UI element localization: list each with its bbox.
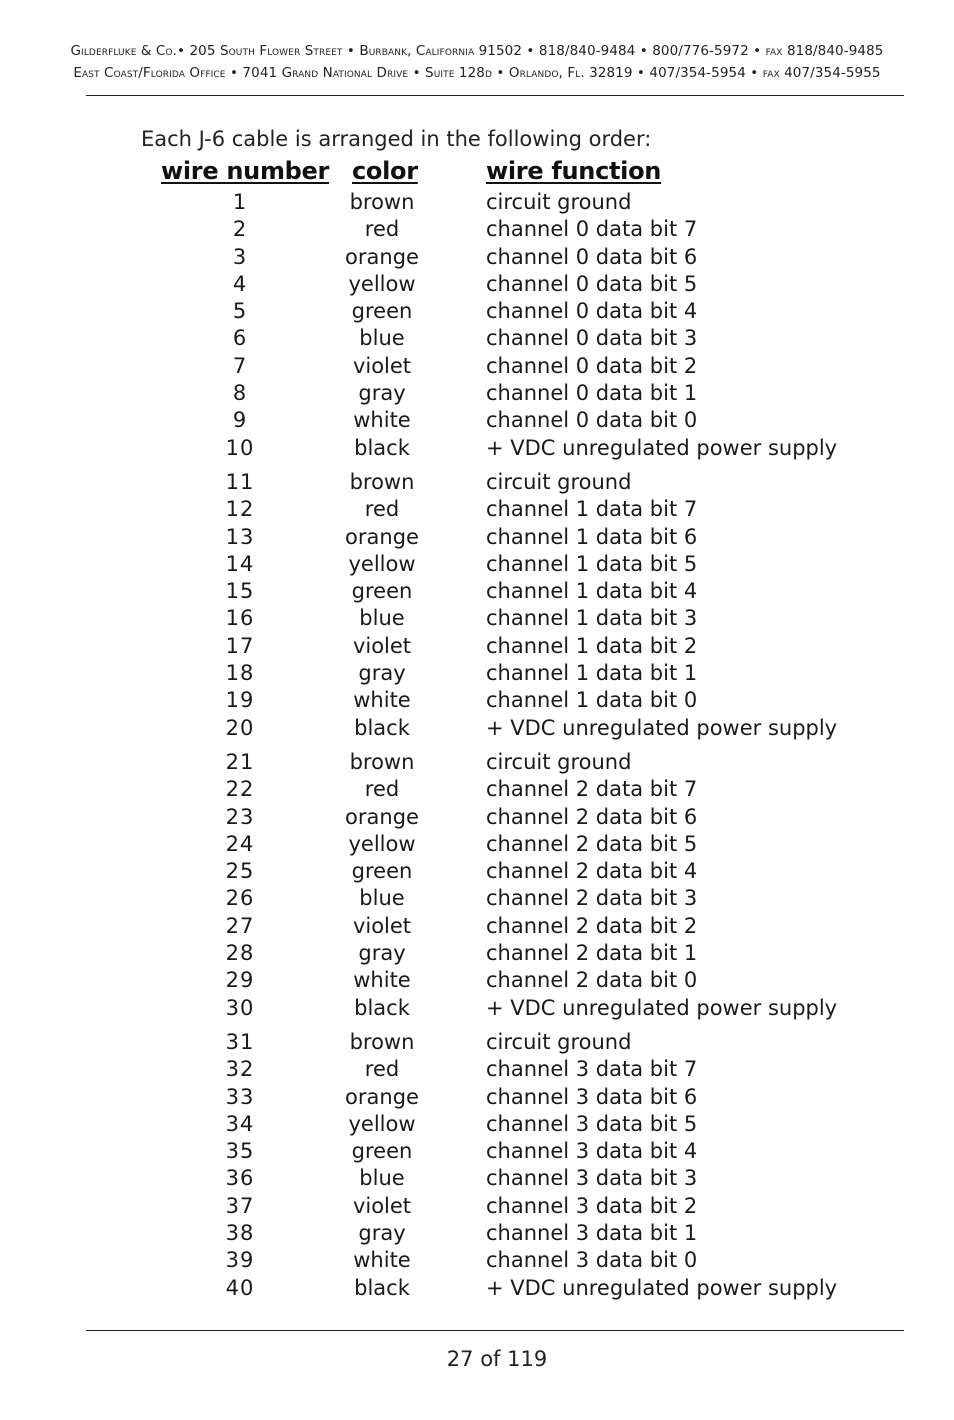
wire-color-cell: yellow — [348, 1111, 416, 1136]
wire-color-cell: red — [364, 1057, 400, 1082]
wire-function-cell: channel 3 data bit 6 — [486, 1084, 698, 1109]
wire-function-cell: channel 1 data bit 0 — [486, 688, 698, 713]
wire-group — [0, 1029, 954, 1302]
wire-number-cell: 36 — [225, 1166, 255, 1191]
table-row — [0, 325, 954, 352]
table-row — [0, 1220, 954, 1247]
wire-function-cell: channel 1 data bit 5 — [486, 551, 698, 576]
wire-color-cell: orange — [345, 804, 419, 829]
column-header-wire-number: wire number — [161, 157, 330, 185]
wire-color-cell: green — [351, 299, 413, 324]
table-row — [0, 524, 954, 551]
wire-function-cell: channel 1 data bit 2 — [486, 633, 698, 658]
table-row — [0, 967, 954, 994]
wire-function-cell: channel 0 data bit 6 — [486, 244, 698, 269]
table-row — [0, 715, 954, 742]
table-row — [0, 660, 954, 687]
wire-number-cell: 3 — [232, 244, 248, 269]
header-line-main-office: Gilderfluke & Co.• 205 South Flower Street • Burbank, California 91502 • 818/840-9484 • 800/776-5972 • fax 818/840-9485 — [70, 43, 884, 59]
wire-color-cell: orange — [345, 524, 419, 549]
wire-number-cell: 4 — [232, 271, 248, 296]
wire-number-cell: 18 — [225, 661, 255, 686]
wire-color-cell: gray — [358, 941, 406, 966]
wire-function-cell: channel 0 data bit 7 — [486, 217, 698, 242]
wire-function-cell: channel 3 data bit 5 — [486, 1111, 698, 1136]
wire-number-cell: 21 — [225, 749, 255, 774]
wire-number-cell: 11 — [225, 469, 255, 494]
wire-number-cell: 1 — [232, 190, 248, 214]
wire-function-cell: channel 3 data bit 4 — [486, 1139, 698, 1164]
wire-color-cell: violet — [352, 913, 412, 938]
wire-function-cell: channel 0 data bit 1 — [486, 381, 698, 406]
wire-color-cell: blue — [359, 886, 405, 911]
wire-color-cell: blue — [359, 326, 405, 351]
wire-color-cell: green — [351, 579, 413, 604]
wire-function-cell: channel 1 data bit 6 — [486, 524, 698, 549]
table-row — [0, 298, 954, 325]
table-row — [0, 189, 954, 216]
table-row — [0, 831, 954, 858]
table-row — [0, 913, 954, 940]
wire-color-cell: black — [354, 1275, 410, 1300]
table-row — [0, 633, 954, 660]
wire-number-cell: 14 — [225, 551, 255, 576]
wire-color-cell: black — [354, 995, 410, 1020]
wire-color-cell: orange — [345, 1084, 419, 1109]
intro-text: Each J-6 cable is arranged in the following order: — [141, 127, 652, 151]
wire-function-cell: channel 0 data bit 4 — [486, 299, 698, 324]
wire-number-cell: 15 — [225, 579, 255, 604]
wire-color-cell: white — [353, 408, 411, 433]
wire-color-cell: brown — [349, 190, 415, 214]
table-row — [0, 551, 954, 578]
table-row — [0, 749, 954, 776]
wire-color-cell: gray — [358, 381, 406, 406]
column-header-wire-function: wire function — [486, 157, 662, 185]
wire-number-cell: 13 — [225, 524, 255, 549]
wire-number-cell: 9 — [232, 408, 248, 433]
table-row — [0, 605, 954, 632]
wire-color-cell: green — [351, 1139, 413, 1164]
wire-number-cell: 12 — [225, 497, 255, 522]
wire-number-cell: 17 — [225, 633, 255, 658]
table-row — [0, 885, 954, 912]
header-divider — [86, 95, 904, 96]
wire-function-cell: + VDC unregulated power supply — [486, 995, 838, 1020]
table-row — [0, 380, 954, 407]
table-row — [0, 407, 954, 434]
page-number: 27 of 119 — [446, 1347, 548, 1371]
wire-color-cell: brown — [349, 469, 415, 494]
wire-color-cell: black — [354, 435, 410, 460]
wire-function-cell: channel 3 data bit 3 — [486, 1166, 698, 1191]
wire-function-cell: channel 2 data bit 2 — [486, 913, 698, 938]
wire-function-cell: channel 2 data bit 3 — [486, 886, 698, 911]
wire-number-cell: 16 — [225, 606, 255, 631]
wire-function-cell: channel 1 data bit 7 — [486, 497, 698, 522]
wire-number-cell: 23 — [225, 804, 255, 829]
table-row — [0, 578, 954, 605]
table-row — [0, 353, 954, 380]
wire-color-cell: gray — [358, 1220, 406, 1245]
wire-function-cell: channel 2 data bit 1 — [486, 941, 698, 966]
table-row — [0, 1084, 954, 1111]
table-row — [0, 1056, 954, 1083]
table-row — [0, 995, 954, 1022]
wire-number-cell: 32 — [225, 1057, 255, 1082]
wire-function-cell: channel 0 data bit 2 — [486, 353, 698, 378]
wire-number-cell: 5 — [232, 299, 248, 324]
table-row — [0, 858, 954, 885]
wire-function-cell: channel 3 data bit 0 — [486, 1248, 698, 1273]
wire-function-cell: channel 2 data bit 5 — [486, 831, 698, 856]
table-row — [0, 435, 954, 462]
wire-number-cell: 19 — [225, 688, 255, 713]
wire-number-cell: 22 — [225, 777, 255, 802]
wire-number-cell: 37 — [225, 1193, 255, 1218]
wire-number-cell: 33 — [225, 1084, 255, 1109]
table-row — [0, 1029, 954, 1056]
wire-function-cell: channel 3 data bit 1 — [486, 1220, 698, 1245]
wire-function-cell: channel 2 data bit 7 — [486, 777, 698, 802]
wire-number-cell: 27 — [225, 913, 255, 938]
wire-number-cell: 2 — [232, 217, 248, 242]
wire-number-cell: 6 — [232, 326, 248, 351]
table-row — [0, 244, 954, 271]
wire-number-cell: 28 — [225, 941, 255, 966]
table-row — [0, 1247, 954, 1274]
wire-function-cell: channel 1 data bit 4 — [486, 579, 698, 604]
wire-color-cell: red — [364, 777, 400, 802]
table-row — [0, 271, 954, 298]
wire-color-cell: red — [364, 497, 400, 522]
wire-number-cell: 38 — [225, 1220, 255, 1245]
wire-color-cell: white — [353, 968, 411, 993]
wire-number-cell: 34 — [225, 1111, 255, 1136]
wire-function-cell: circuit ground — [486, 1029, 632, 1054]
footer-divider — [86, 1330, 904, 1331]
wire-number-cell: 39 — [225, 1248, 255, 1273]
wire-color-cell: blue — [359, 1166, 405, 1191]
wire-number-cell: 30 — [225, 995, 255, 1020]
wire-function-cell: circuit ground — [486, 469, 632, 494]
wire-number-cell: 24 — [225, 831, 255, 856]
wire-function-cell: channel 1 data bit 3 — [486, 606, 698, 631]
wire-color-cell: gray — [358, 661, 406, 686]
wire-number-cell: 29 — [225, 968, 255, 993]
wire-function-cell: channel 3 data bit 2 — [486, 1193, 698, 1218]
wire-function-cell: channel 0 data bit 0 — [486, 408, 698, 433]
table-row — [0, 1165, 954, 1192]
page-header — [40, 40, 914, 84]
wire-color-cell: brown — [349, 1029, 415, 1054]
wire-number-cell: 40 — [225, 1275, 255, 1300]
wire-group — [0, 469, 954, 742]
wire-number-cell: 20 — [225, 715, 255, 740]
wire-group — [0, 749, 954, 1022]
wire-function-cell: circuit ground — [486, 749, 632, 774]
wire-table — [0, 189, 954, 1309]
wire-color-cell: blue — [359, 606, 405, 631]
wire-number-cell: 35 — [225, 1139, 255, 1164]
wire-color-cell: red — [364, 217, 400, 242]
table-row — [0, 496, 954, 523]
wire-color-cell: orange — [345, 244, 419, 269]
table-row — [0, 804, 954, 831]
table-row — [0, 940, 954, 967]
table-row — [0, 1275, 954, 1302]
header-line-east-office: East Coast/Florida Office • 7041 Grand National Drive • Suite 128d • Orlando, Fl. 32819 • 407/354-5954 • fax 407/354-5955 — [73, 65, 881, 81]
wire-function-cell: + VDC unregulated power supply — [486, 435, 838, 460]
wire-color-cell: violet — [352, 633, 412, 658]
wire-group — [0, 189, 954, 462]
wire-number-cell: 10 — [225, 435, 255, 460]
wire-function-cell: channel 2 data bit 0 — [486, 968, 698, 993]
wire-function-cell: + VDC unregulated power supply — [486, 715, 838, 740]
wire-number-cell: 7 — [232, 353, 248, 378]
wire-function-cell: channel 2 data bit 4 — [486, 859, 698, 884]
wire-color-cell: green — [351, 859, 413, 884]
table-row — [0, 1193, 954, 1220]
wire-function-cell: channel 2 data bit 6 — [486, 804, 698, 829]
table-row — [0, 776, 954, 803]
wire-function-cell: channel 0 data bit 3 — [486, 326, 698, 351]
wire-function-cell: + VDC unregulated power supply — [486, 1275, 838, 1300]
wire-color-cell: black — [354, 715, 410, 740]
wire-color-cell: yellow — [348, 271, 416, 296]
wire-number-cell: 31 — [225, 1029, 255, 1054]
wire-color-cell: white — [353, 688, 411, 713]
table-row — [0, 1138, 954, 1165]
table-row — [0, 1111, 954, 1138]
wire-number-cell: 8 — [232, 381, 248, 406]
table-row — [0, 687, 954, 714]
wire-color-cell: yellow — [348, 831, 416, 856]
wire-color-cell: violet — [352, 1193, 412, 1218]
table-row — [0, 216, 954, 243]
wire-color-cell: brown — [349, 749, 415, 774]
wire-color-cell: white — [353, 1248, 411, 1273]
table-row — [0, 469, 954, 496]
wire-color-cell: violet — [352, 353, 412, 378]
wire-function-cell: channel 1 data bit 1 — [486, 661, 698, 686]
wire-number-cell: 26 — [225, 886, 255, 911]
wire-color-cell: yellow — [348, 551, 416, 576]
wire-function-cell: channel 3 data bit 7 — [486, 1057, 698, 1082]
column-header-color: color — [352, 157, 418, 185]
wire-number-cell: 25 — [225, 859, 255, 884]
wire-function-cell: circuit ground — [486, 190, 632, 214]
wire-function-cell: channel 0 data bit 5 — [486, 271, 698, 296]
